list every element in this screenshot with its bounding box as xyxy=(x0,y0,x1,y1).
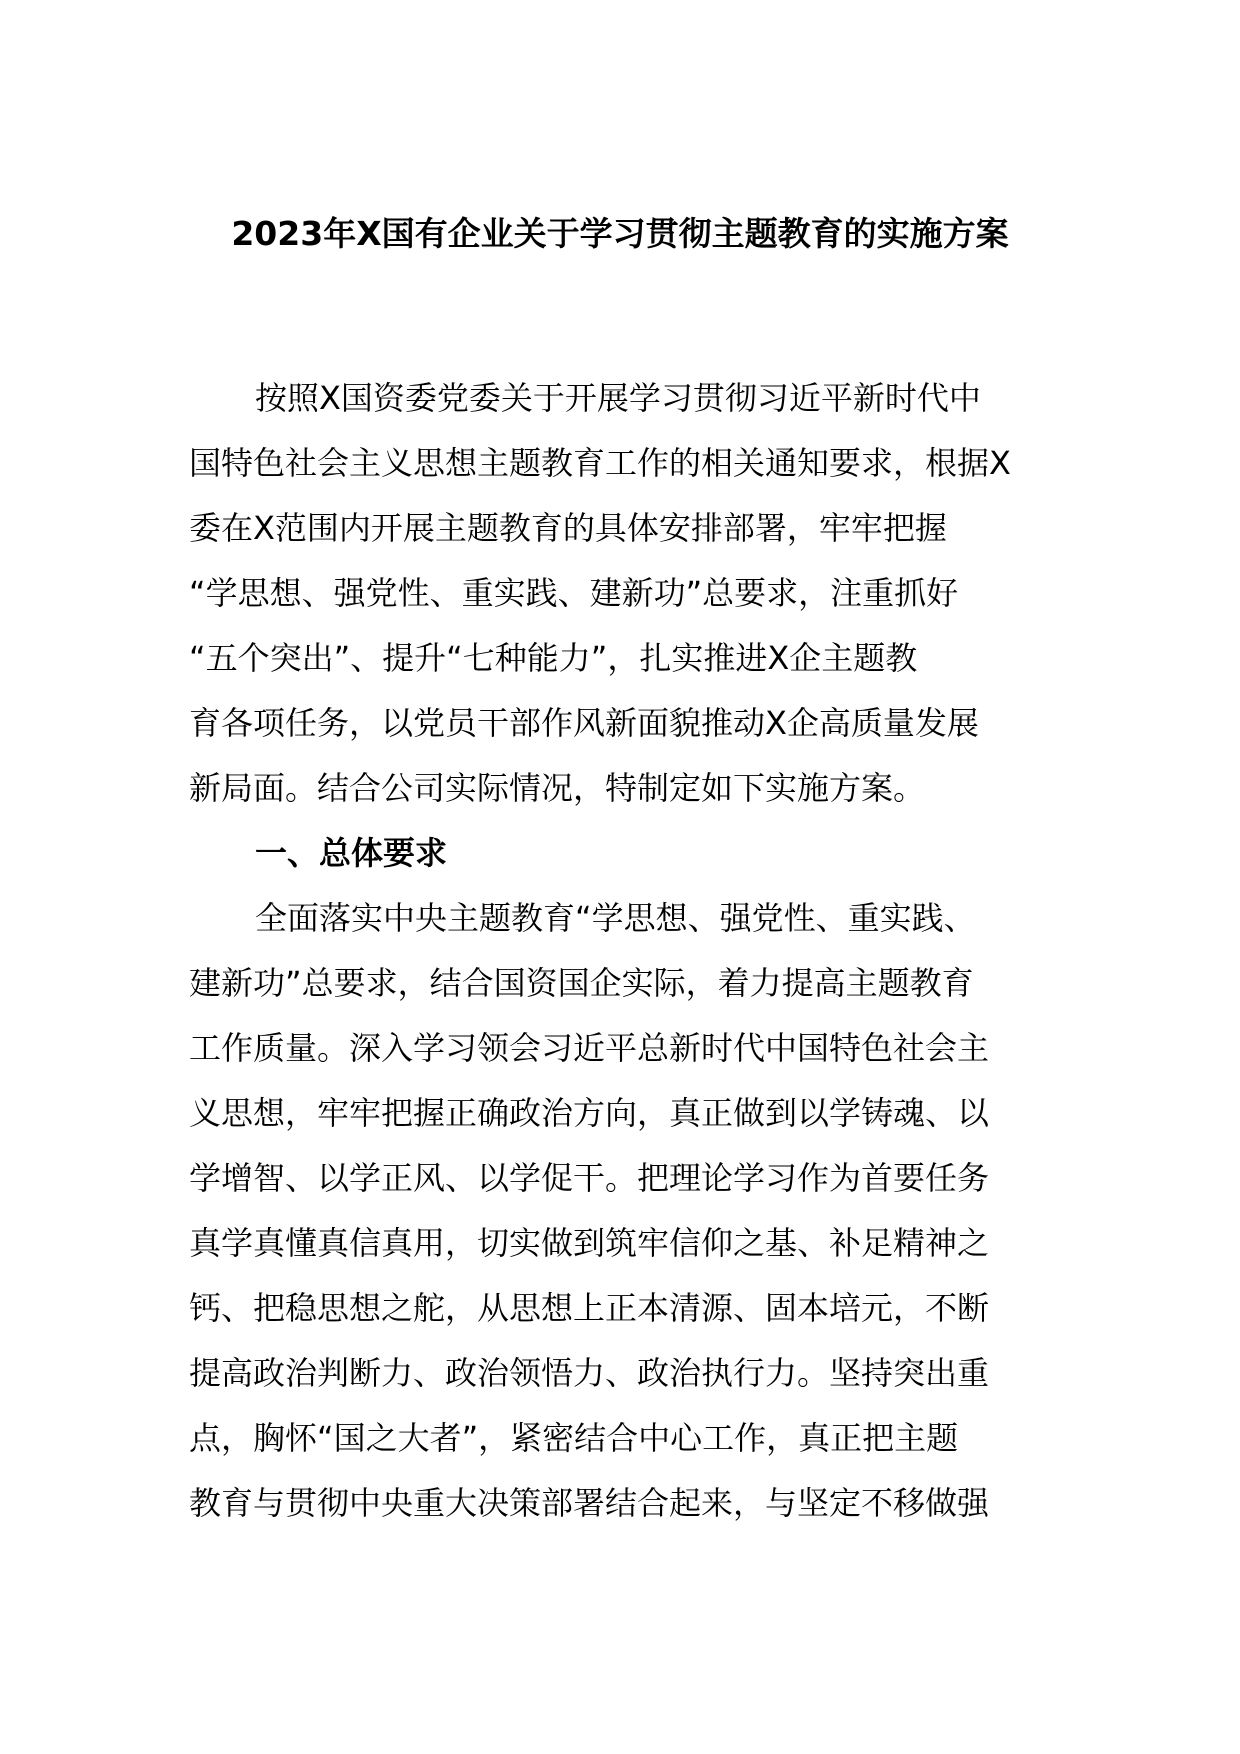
section-paragraph xyxy=(189,886,1059,1536)
text-line: “五个突出”、提升“七种能力”，扎实推进X企主题教 xyxy=(189,639,918,677)
text-line: 点，胸怀“国之大者”，紧密结合中心工作，真正把主题 xyxy=(189,1419,959,1457)
section-heading-text: 一、总体要求 xyxy=(255,834,448,872)
document-body xyxy=(189,366,1059,1536)
text-line: 钙、把稳思想之舵，从思想上正本清源、固本培元，不断 xyxy=(189,1289,990,1327)
text-line: 教育与贯彻中央重大决策部署结合起来，与坚定不移做强 xyxy=(189,1484,990,1522)
text-line: 义思想，牢牢把握正确政治方向，真正做到以学铸魂、以 xyxy=(189,1094,990,1132)
text-line: 新局面。结合公司实际情况，特制定如下实施方案。 xyxy=(189,769,926,807)
intro-paragraph xyxy=(189,366,1059,821)
text-line: 真学真懂真信真用，切实做到筑牢信仰之基、补足精神之 xyxy=(189,1224,990,1262)
section-heading xyxy=(189,821,1059,886)
text-line: 提高政治判断力、政治领悟力、政治执行力。坚持突出重 xyxy=(189,1354,990,1392)
text-line: 按照X国资委党委关于开展学习贯彻习近平新时代中 xyxy=(255,379,981,417)
text-line: 全面落实中央主题教育“学思想、强党性、重实践、 xyxy=(255,899,976,937)
document-title: 2023年X国有企业关于学习贯彻主题教育的实施方案 xyxy=(231,214,1009,253)
text-line: “学思想、强党性、重实践、建新功”总要求，注重抓好 xyxy=(189,574,959,612)
text-line: 委在X范围内开展主题教育的具体安排部署，牢牢把握 xyxy=(189,509,947,547)
text-line: 建新功”总要求，结合国资国企实际，着力提高主题教育 xyxy=(189,964,974,1002)
text-line: 育各项任务，以党员干部作风新面貌推动X企高质量发展 xyxy=(189,704,979,742)
text-line: 工作质量。深入学习领会习近平总新时代中国特色社会主 xyxy=(189,1029,990,1067)
text-line: 学增智、以学正风、以学促干。把理论学习作为首要任务 xyxy=(189,1159,990,1197)
text-line: 国特色社会主义思想主题教育工作的相关通知要求，根据X xyxy=(189,444,1011,482)
